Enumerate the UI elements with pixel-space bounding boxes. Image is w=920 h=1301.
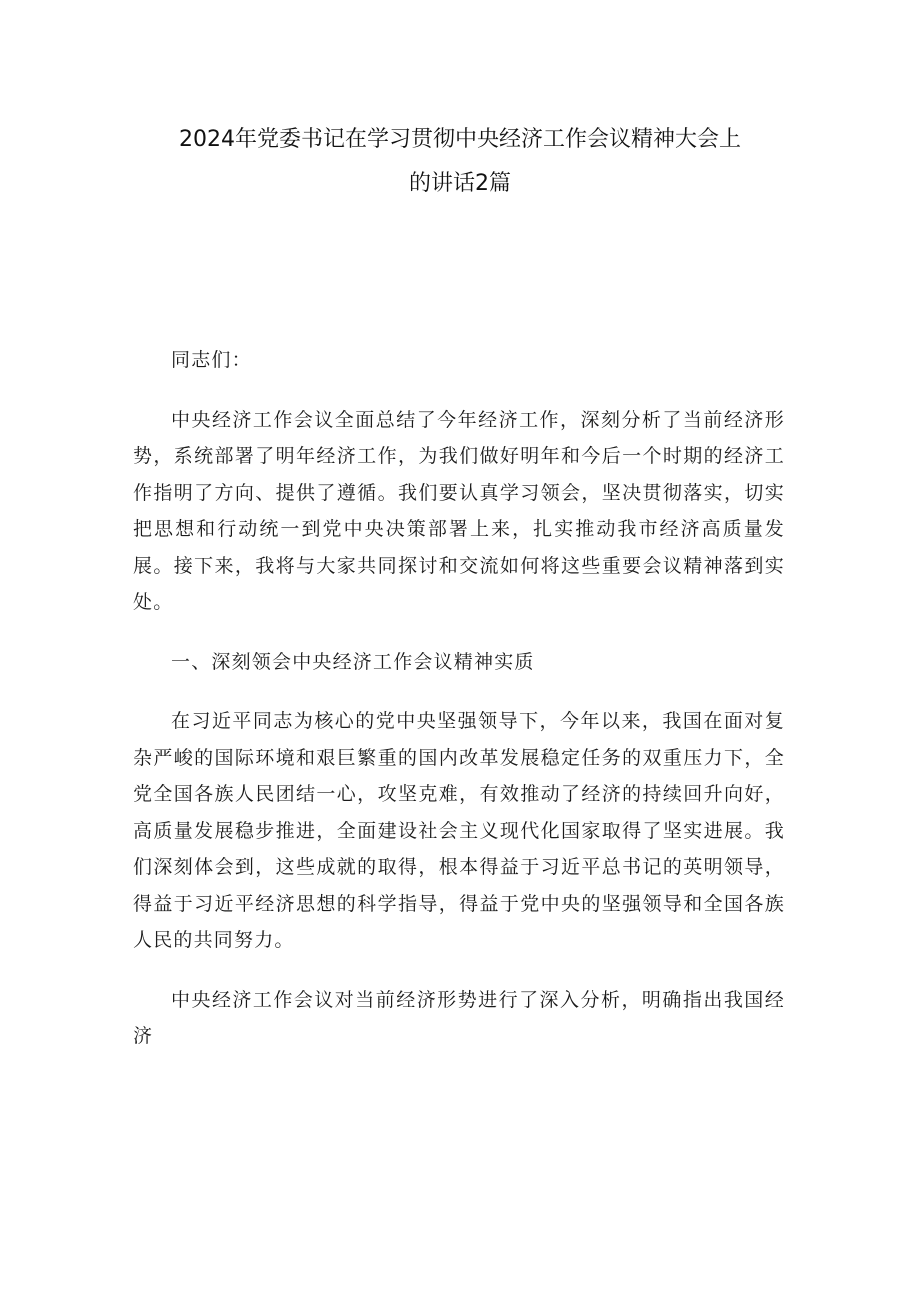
salutation: 同志们： xyxy=(171,349,252,371)
document-body xyxy=(133,342,785,1078)
title-line-1: 2024年党委书记在学习贯彻中央经济工作会议精神大会上 xyxy=(179,127,741,152)
title-line-2: 的讲话2篇 xyxy=(409,171,511,196)
body-paragraph: 中央经济工作会议全面总结了今年经济工作，深刻分析了当前经济形势，系统部署了明年经济工作，为我们做好明年和今后一个时期的经济工作指明了方向、提供了遵循。我们要认真学习领会，坚决贯彻落实，切实把思想和行动统一到党中央决策部署上来，扎实推动我市经济高质量发展。接下来，我将与大家共同探讨和交流如何将这些重要会议精神落到实处。 xyxy=(133,408,785,613)
document-title xyxy=(130,118,790,206)
body-paragraph: 中央经济工作会议对当前经济形势进行了深入分析，明确指出我国经济 xyxy=(133,988,785,1047)
body-paragraph: 在习近平同志为核心的党中央坚强领导下，今年以来，我国在面对复杂严峻的国际环境和艰巨繁重的国内改革发展稳定任务的双重压力下，全党全国各族人民团结一心，攻坚克难，有效推动了经济的持续回升向好，高质量发展稳步推进，全面建设社会主义现代化国家取得了坚实进展。我们深刻体会到，这些成就的取得，根本得益于习近平总书记的英明领导，得益于习近平经济思想的科学指导，得益于党中央的坚强领导和全国各族人民的共同努力。 xyxy=(133,710,785,951)
section-heading: 一、深刻领会中央经济工作会议精神实质 xyxy=(171,650,535,673)
